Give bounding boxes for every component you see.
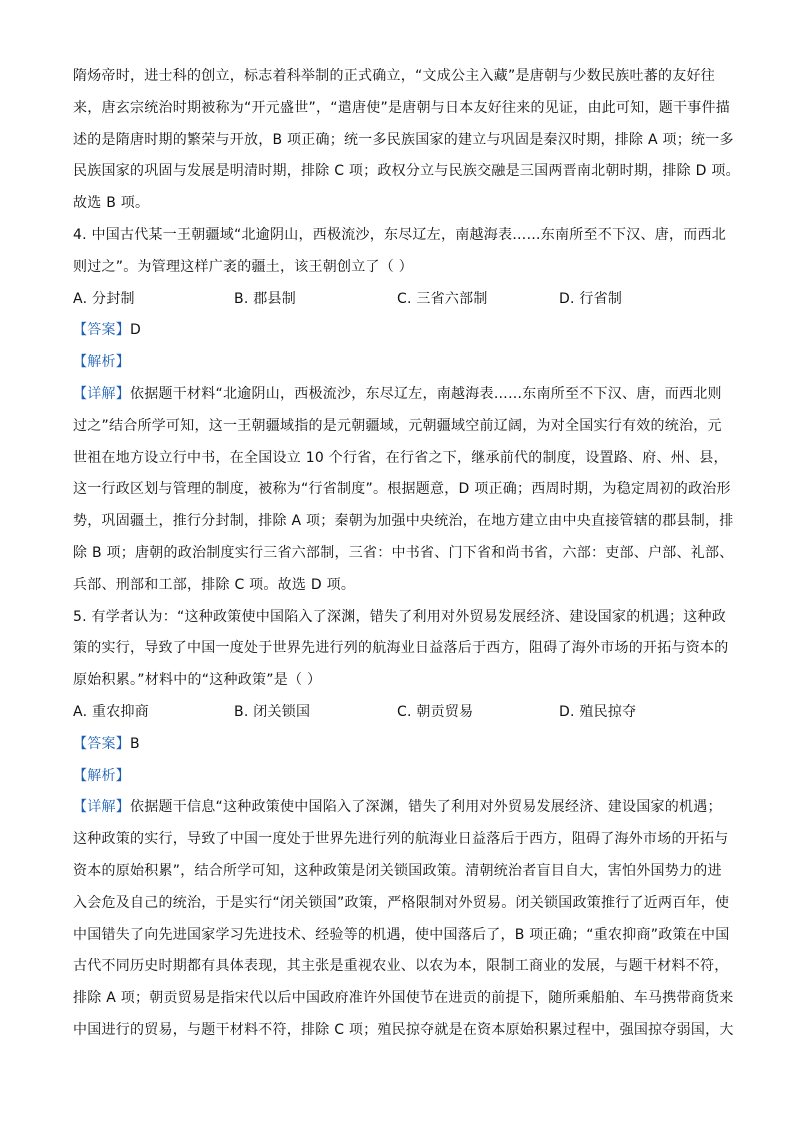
text-line: 隋炀帝时，进士科的创立，标志着科举制的正式确立，“文成公主入藏”是唐朝与少数民族吐蕃的友好往 [73,68,716,84]
detail-line: 势，巩固疆土，推行分封制，排除 A 项；秦朝为加强中央统治，在地方建立由中央直接管辖的郡县制，排 [73,513,734,530]
option-a: A. 分封制 [73,290,135,307]
text-line: 来，唐玄宗统治时期被称为“开元盛世”，“遣唐使”是唐朝与日本友好往来的见证，由此可知，题干事件描 [73,99,731,116]
detail-tag: 【详解】 [73,799,130,816]
text-line: 述的是隋唐时期的繁荣与开放，B 项正确；统一多民族国家的建立与巩固是秦汉时期，排除 A 项；统一多 [73,131,734,148]
option-c: C. 朝贡贸易 [397,703,474,720]
question-stem-line: 4. 中国古代某一王朝疆域“北逾阴山，西极流沙，东尽辽左，南越海表……东南所至不下汉、唐，而西北 [73,226,727,243]
options-row [73,284,723,316]
analysis-heading [73,347,723,379]
options-row [73,697,723,729]
detail-line: 排除 A 项；朝贡贸易是指宋代以后中国政府准许外国使节在进贡的前提下，随所乘船舶、车马携带商货来 [73,990,734,1007]
analysis-tag: 【解析】 [73,354,130,371]
analysis-tag: 【解析】 [73,767,130,784]
detail-line [73,792,723,824]
detail-line: 这一行政区划与管理的制度，被称为“行省制度”。根据题意，D 项正确；西周时期，为稳定周初的政治形 [73,481,731,498]
detail-line: 中国进行的贸易，与题干材料不符，排除 C 项；殖民掠夺就是在资本原始积累过程中，强国掠夺弱国，大 [73,1021,734,1038]
detail-line: 世祖在地方设立行中书，在全国设立 10 个行省，在行省之下，继承前代的制度，设置路、府、州、县， [73,449,728,466]
detail-line: 这种政策的实行，导致了中国一度处于世界先进行列的航海业日益落后于西方，阻碍了海外市场的开拓与 [73,831,729,848]
answer-line [73,729,723,761]
detail-line: 中国错失了向先进国家学习先进技术、经验等的机遇，使中国落后了，B 项正确；“重农抑商”政策在中国 [73,926,730,943]
question-stem-line: 策的实行，导致了中国一度处于世界先进行列的航海业日益落后于西方，阻碍了海外市场的开拓与资本的 [73,640,729,657]
option-d: D. 行省制 [559,290,623,307]
detail-tag: 【详解】 [73,385,130,402]
detail-line: 古代不同历史时期都有具体表现，其主张是重视农业、以农为本，限制工商业的发展，与题干材料不符， [73,958,729,975]
detail-text: 依据题干材料“北逾阴山，西极流沙，东尽辽左，南越海表……东南所至不下汉、唐，而西北则 [130,385,722,402]
answer-tag: 【答案】 [73,735,130,752]
answer-value: B [130,735,140,752]
analysis-heading [73,761,723,793]
option-b: B. 郡县制 [234,290,297,307]
previous-explanation [73,61,740,220]
detail-line: 除 B 项；唐朝的政治制度实行三省六部制，三省：中书省、门下省和尚书省，六部：吏部、户部、礼部、 [73,544,734,561]
detail-line: 资本的原始积累”，结合所学可知，这种政策是闭关锁国政策。清朝统治者盲目自大，害怕外国势力的进 [73,862,722,879]
detail-text: 依据题干信息“这种政策使中国陷入了深渊，错失了利用对外贸易发展经济、建设国家的机遇； [130,799,722,816]
content-column [73,61,740,1047]
detail-line: 兵部、刑部和工部，排除 C 项。故选 D 项。 [73,576,356,593]
text-line: 故选 B 项。 [73,195,150,212]
question-stem-line: 则过之”。为管理这样广袤的疆土，该王朝创立了（ ） [73,258,413,275]
detail-line [73,379,723,411]
question-5 [73,602,734,1047]
answer-value: D [130,322,142,339]
detail-line: 过之”结合所学可知，这一王朝疆域指的是元朝疆域，元朝疆域空前辽阔，为对全国实行有效的统治，元 [73,417,722,434]
option-a: A. 重农抑商 [73,703,149,720]
question-4 [73,220,734,602]
detail-line: 入会危及自己的统治，于是实行“闭关锁国”政策，严格限制对外贸易。闭关锁国政策推行了近两百年，使 [73,894,730,911]
option-c: C. 三省六部制 [397,290,488,307]
question-stem-line: 原始积累。”材料中的“这种政策”是（ ） [73,672,322,689]
answer-tag: 【答案】 [73,322,130,339]
answer-line [73,315,723,347]
option-b: B. 闭关锁国 [234,703,311,720]
question-stem-line: 5. 有学者认为：“这种政策使中国陷入了深渊，错失了利用对外贸易发展经济、建设国家的机遇；这种政 [73,608,727,625]
option-d: D. 殖民掠夺 [559,703,637,720]
text-line: 民族国家的巩固与发展是明清时期，排除 C 项；政权分立与民族交融是三国两晋南北朝时期，排除 D 项。 [73,163,740,180]
